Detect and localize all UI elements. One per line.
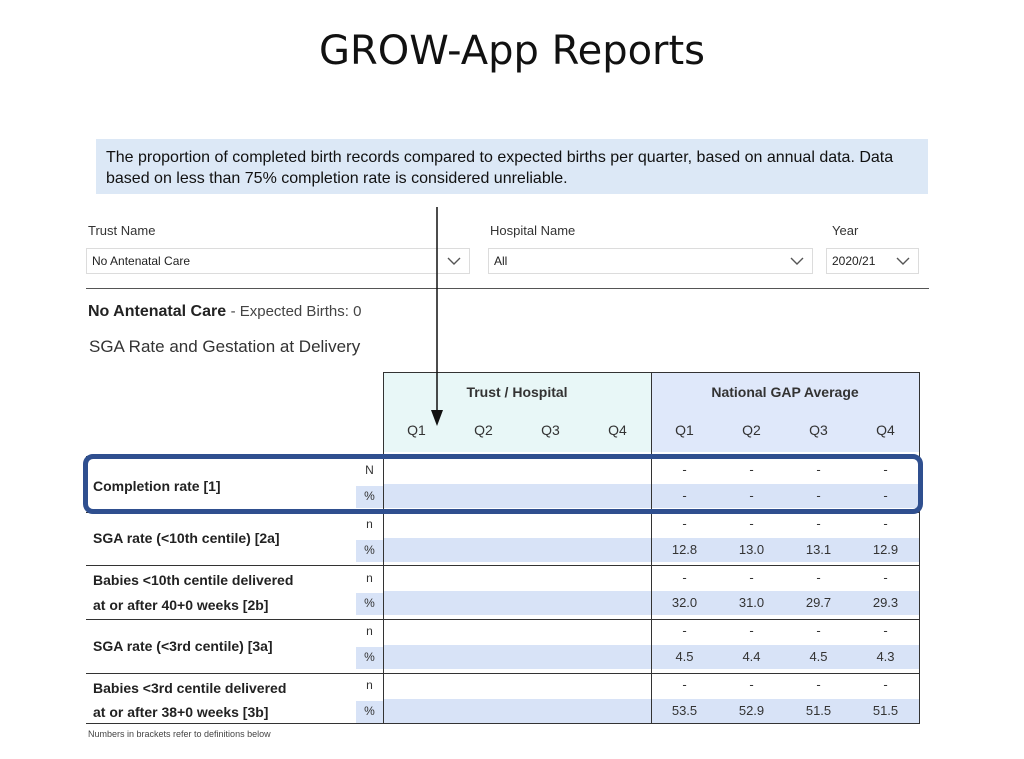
hospital-dropdown-value: All — [494, 254, 508, 268]
table-cell: - — [682, 677, 687, 692]
table-cell: 52.9 — [738, 703, 765, 718]
table-cell: - — [682, 462, 687, 477]
info-box: The proportion of completed birth records compared to expected births per quarter, based on annual data. Data based on less than 75% completion rate is considered unreliable. — [96, 139, 928, 194]
unit-label: % — [356, 486, 383, 508]
slide-title: GROW-App Reports — [318, 28, 706, 74]
unit-label: n — [366, 624, 373, 638]
table-cell: 13.0 — [738, 542, 765, 557]
national-header: National GAP Average — [711, 384, 859, 400]
table-cell: - — [749, 516, 754, 531]
trust-filter-label: Trust Name — [88, 223, 156, 238]
table-cell: - — [682, 570, 687, 585]
table-cell: - — [749, 677, 754, 692]
table-cell: 32.0 — [671, 595, 698, 610]
table-cell: 4.5 — [809, 649, 828, 664]
report-name: No Antenatal Care — [88, 303, 227, 320]
table-cell: 12.8 — [671, 542, 698, 557]
year-filter-label: Year — [832, 223, 859, 238]
table-cell: - — [816, 677, 821, 692]
table-cell: 4.5 — [675, 649, 694, 664]
table-cell: - — [816, 570, 821, 585]
table-cell: 29.7 — [805, 595, 832, 610]
trust-q3-header: Q3 — [541, 422, 560, 438]
table-cell: - — [883, 677, 888, 692]
table-cell: 12.9 — [872, 542, 899, 557]
table-row-label: SGA rate (<10th centile) [2a] — [93, 530, 280, 546]
national-q1-header: Q1 — [675, 422, 694, 438]
hospital-filter-label: Hospital Name — [490, 223, 576, 238]
table-cell: - — [749, 488, 754, 503]
table-cell: - — [816, 516, 821, 531]
national-q4-header: Q4 — [876, 422, 895, 438]
table-cell: - — [816, 462, 821, 477]
table-cell: - — [749, 623, 754, 638]
table-cell: - — [816, 488, 821, 503]
table-cell: - — [883, 570, 888, 585]
table-cell: - — [682, 516, 687, 531]
table-cell: - — [883, 488, 888, 503]
expected-births: - Expected Births: 0 — [230, 303, 362, 320]
trust-q4-header: Q4 — [608, 422, 627, 438]
table-row-label: at or after 40+0 weeks [2b] — [93, 597, 269, 613]
section-title: SGA Rate and Gestation at Delivery — [89, 337, 361, 356]
table-cell: 51.5 — [872, 703, 899, 718]
table-cell: 29.3 — [872, 595, 899, 610]
unit-label: % — [356, 701, 383, 723]
table-cell: 4.4 — [742, 649, 761, 664]
table-cell: 51.5 — [805, 703, 832, 718]
table-cell: 53.5 — [671, 703, 698, 718]
national-q3-header: Q3 — [809, 422, 828, 438]
table-cell: - — [883, 623, 888, 638]
unit-label: % — [356, 647, 383, 669]
table-cell: 31.0 — [738, 595, 765, 610]
table-cell: - — [749, 570, 754, 585]
national-q2-header: Q2 — [742, 422, 761, 438]
unit-label: N — [365, 463, 374, 477]
trust-dropdown-value: No Antenatal Care — [92, 254, 191, 268]
trust-header: Trust / Hospital — [466, 384, 568, 400]
table-row-label: Completion rate [1] — [93, 478, 221, 494]
table-cell: - — [749, 462, 754, 477]
table-cell: - — [883, 462, 888, 477]
trust-q1-header: Q1 — [407, 422, 426, 438]
table-row-label: at or after 38+0 weeks [3b] — [93, 704, 269, 720]
unit-label: % — [356, 540, 383, 562]
trust-q2-header: Q2 — [474, 422, 493, 438]
table-cell: 13.1 — [805, 542, 832, 557]
unit-label: n — [366, 678, 373, 692]
table-row-label: SGA rate (<3rd centile) [3a] — [93, 638, 273, 654]
table-cell: - — [682, 488, 687, 503]
footnote: Numbers in brackets refer to definitions below — [88, 729, 271, 739]
unit-label: n — [366, 517, 373, 531]
table-cell: - — [816, 623, 821, 638]
table-cell: 4.3 — [876, 649, 895, 664]
table-row-label: Babies <3rd centile delivered — [93, 680, 287, 696]
table-cell: - — [682, 623, 687, 638]
year-dropdown-value: 2020/21 — [832, 254, 876, 268]
unit-label: n — [366, 571, 373, 585]
table-row-label: Babies <10th centile delivered — [93, 572, 294, 588]
table-cell: - — [883, 516, 888, 531]
unit-label: % — [356, 593, 383, 615]
